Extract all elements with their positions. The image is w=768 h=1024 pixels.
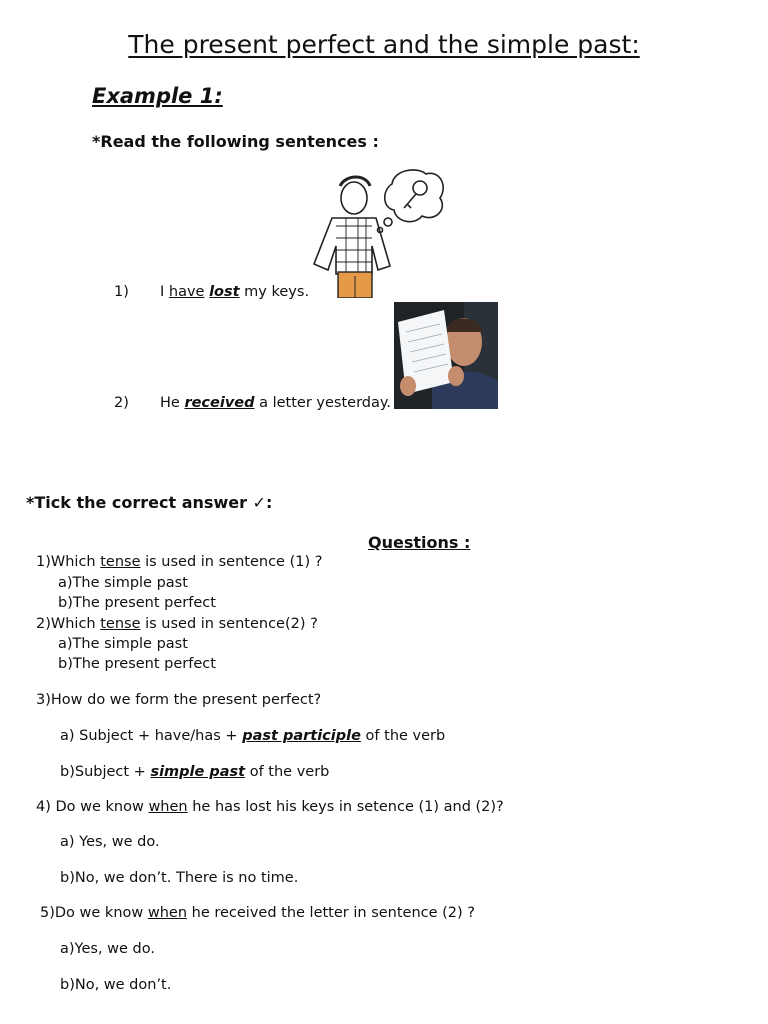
question-1: 1)Which tense is used in sentence (1) ? (36, 554, 323, 570)
sentence-1: I have lost my keys. (160, 284, 310, 300)
question-5: 5)Do we know when he received the letter in sentence (2) ? (40, 905, 475, 921)
q4-option-b[interactable]: b)No, we don’t. There is no time. (60, 870, 299, 886)
q2-option-b[interactable]: b)The present perfect (58, 656, 216, 672)
q3-option-a[interactable]: a) Subject + have/has + past participle of the verb (60, 728, 446, 744)
page-title: The present perfect and the simple past: (128, 30, 640, 59)
tick-instruction: *Tick the correct answer ✓: (26, 493, 273, 512)
lost-keys-illustration (306, 166, 448, 298)
q5-option-b[interactable]: b)No, we don’t. (60, 977, 172, 993)
sentence-1-number: 1) (114, 284, 129, 300)
sentence-2-number: 2) (114, 395, 129, 411)
read-instruction: *Read the following sentences : (92, 132, 379, 151)
q1-option-b[interactable]: b)The present perfect (58, 595, 216, 611)
question-2: 2)Which tense is used in sentence(2) ? (36, 616, 318, 632)
q2-option-a[interactable]: a)The simple past (58, 636, 188, 652)
question-4: 4) Do we know when he has lost his keys in setence (1) and (2)? (36, 799, 504, 815)
sentence-2: He received a letter yesterday. (160, 395, 391, 411)
questions-heading: Questions : (368, 533, 471, 552)
q1-option-a[interactable]: a)The simple past (58, 575, 188, 591)
q3-option-b[interactable]: b)Subject + simple past of the verb (60, 764, 330, 780)
q4-option-a[interactable]: a) Yes, we do. (60, 834, 160, 850)
question-3: 3)How do we form the present perfect? (36, 692, 322, 708)
q5-option-a[interactable]: a)Yes, we do. (60, 941, 155, 957)
letter-photo (394, 302, 498, 409)
example-heading: Example 1: (92, 84, 223, 108)
